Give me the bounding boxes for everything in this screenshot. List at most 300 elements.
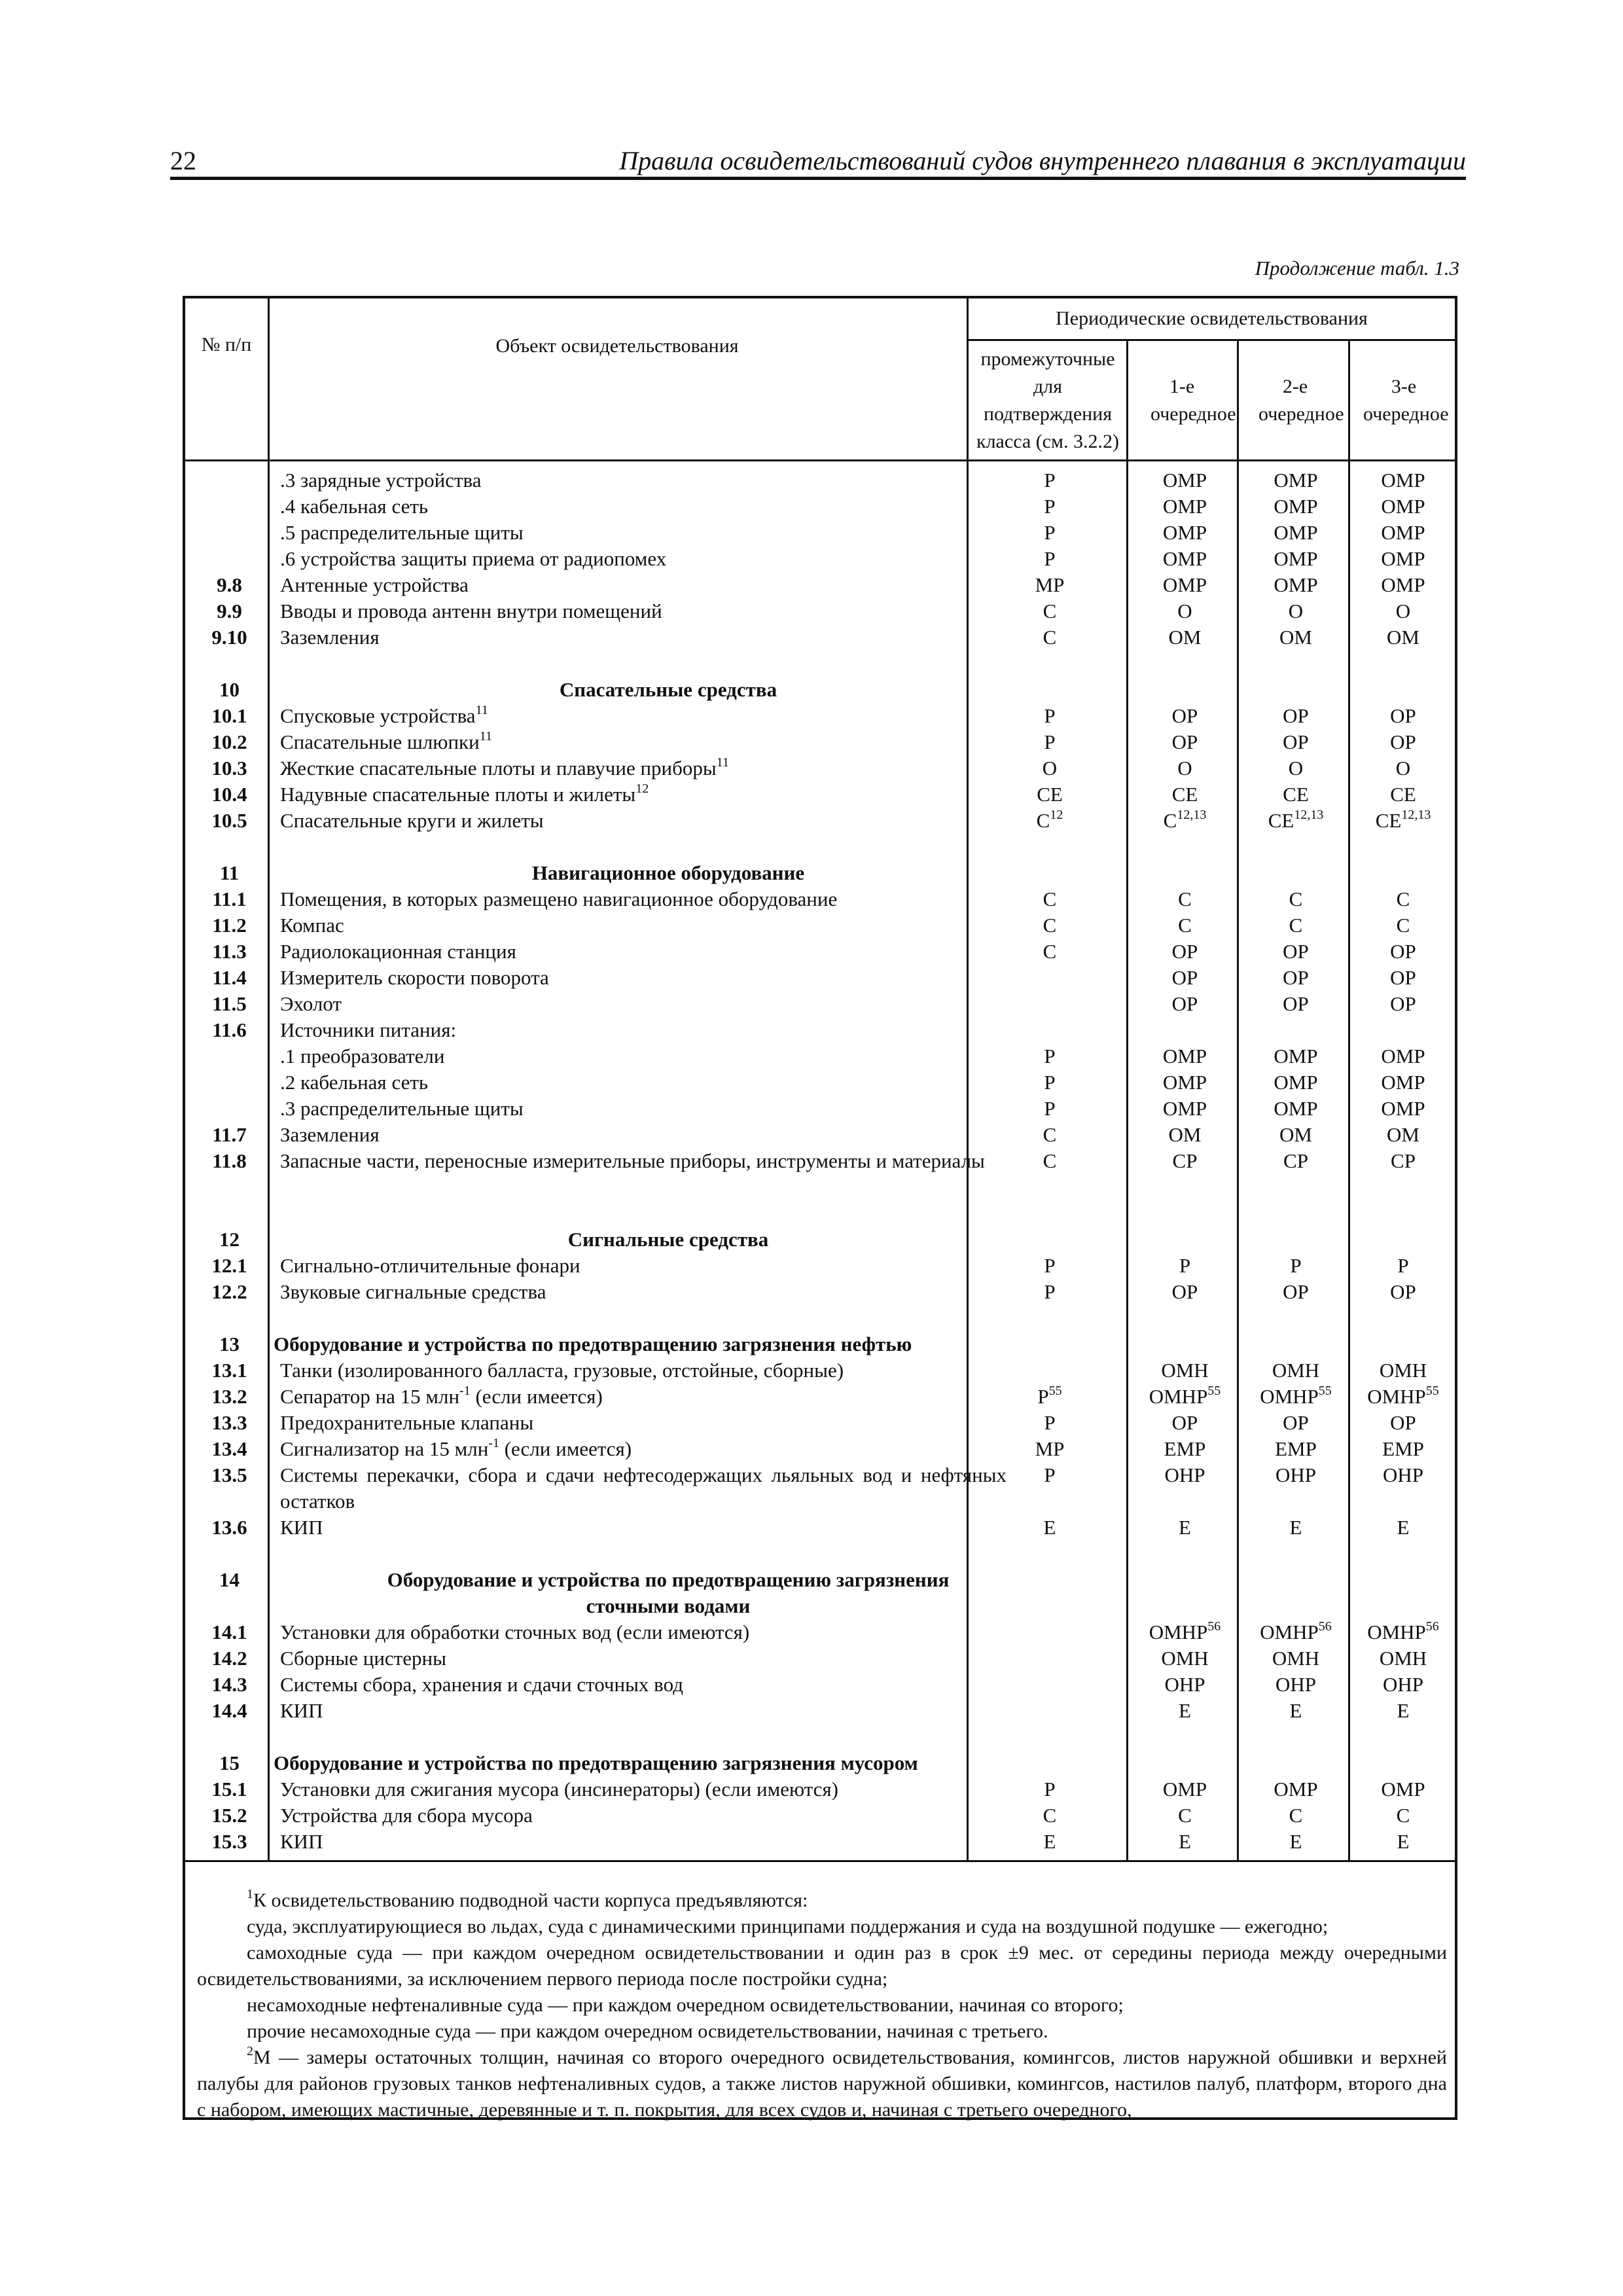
value-cell (1351, 729, 1455, 755)
value-text: ОМР (1381, 495, 1425, 518)
value-text: ОР (1390, 992, 1416, 1015)
notes-rule (185, 1860, 1455, 1862)
row-number: 15.1 (211, 1778, 247, 1801)
object-text: КИП (280, 1699, 323, 1722)
value-text: ОР (1390, 966, 1416, 989)
section-title: Сигнальные средства (567, 1228, 769, 1251)
value-cell (1351, 520, 1455, 546)
object-text: Измеритель скорости поворота (280, 966, 549, 989)
value-cell (1240, 1410, 1351, 1436)
row-number: 15.2 (211, 1804, 247, 1827)
value-cell (970, 572, 1130, 598)
value-text: ОМР (1381, 1071, 1425, 1094)
footnote-ref: 56 (1207, 1619, 1221, 1634)
table-caption: Продолжение табл. 1.3 (1255, 257, 1459, 279)
value-cell (970, 1462, 1130, 1488)
object-text: Антенные устройства (280, 573, 469, 596)
value-cell (1351, 1829, 1455, 1855)
value-text: Р (1044, 1254, 1056, 1277)
value-cell (1351, 808, 1455, 834)
value-cell (1351, 965, 1455, 991)
value-text: ОМР (1162, 495, 1207, 518)
section-row (185, 677, 1455, 703)
value-text: ОМ (1279, 626, 1312, 649)
object-name (280, 1410, 1007, 1436)
value-cell (1240, 520, 1351, 546)
table-row (185, 1829, 1455, 1855)
value-cell (970, 729, 1130, 755)
value-text: С (1396, 914, 1410, 937)
value-cell (970, 546, 1130, 572)
value-cell (970, 1829, 1130, 1855)
value-text: ОМР (1381, 469, 1425, 492)
header-col-second: 2-е очередное (1258, 376, 1344, 425)
value-cell (1240, 755, 1351, 781)
object-name (280, 1279, 1007, 1305)
value-cell (1240, 1776, 1351, 1803)
object-name (280, 1776, 1007, 1803)
value-cell (970, 886, 1130, 912)
value-text: С (1396, 888, 1410, 910)
value-text: ЕМР (1275, 1437, 1317, 1460)
object-name (280, 1803, 1007, 1829)
row-number: 15.3 (211, 1830, 247, 1853)
value-cell (970, 1803, 1130, 1829)
value-cell (1240, 729, 1351, 755)
value-text: ОМН (1272, 1359, 1320, 1382)
footnote-1a: суда, эксплуатирующиеся во льдах, суда с динамическими принципами поддержания и суда на воздушной подушке — ежегодно; (247, 1916, 1329, 1937)
value-cell (1351, 1776, 1455, 1803)
value-text: ОМР (1274, 547, 1318, 570)
object-text: (если имеется) (499, 1437, 632, 1460)
value-cell (1130, 781, 1240, 808)
object-name (280, 1698, 1007, 1724)
table-row (185, 1384, 1455, 1410)
footnote-ref: 55 (1207, 1383, 1221, 1398)
table-row (185, 1279, 1455, 1305)
value-text: ОР (1283, 704, 1309, 727)
value-cell (1351, 1803, 1455, 1829)
value-cell (970, 1515, 1130, 1541)
object-name (280, 1645, 1007, 1672)
table-row (185, 1698, 1455, 1724)
value-text: ОР (1283, 940, 1309, 963)
table-row (185, 912, 1455, 939)
value-cell (1130, 886, 1240, 912)
value-cell (970, 912, 1130, 939)
value-text: ОР (1171, 940, 1198, 963)
object-name (280, 886, 1007, 912)
value-text: С (1043, 1123, 1057, 1146)
value-text: Р (1044, 704, 1056, 727)
object-text: (если имеется) (470, 1385, 603, 1408)
value-cell (1240, 1357, 1351, 1384)
value-cell (970, 1776, 1130, 1803)
value-text: ОНР (1164, 1673, 1205, 1696)
section-title: Оборудование и устройства по предотвращению загрязнения мусором (274, 1751, 918, 1774)
header-col-first: 1-е очередное (1150, 376, 1236, 425)
value-text: СЕ (1268, 809, 1294, 832)
value-text: С (1289, 914, 1303, 937)
value-text: ОР (1171, 992, 1198, 1015)
value-text: Р (1037, 1385, 1049, 1408)
footnote-ref: 11 (716, 755, 729, 770)
object-text: Спасательные шлюпки (280, 730, 480, 753)
value-text: Е (1289, 1699, 1302, 1722)
value-cell (1351, 1436, 1455, 1462)
value-cell (1351, 1698, 1455, 1724)
object-text: Спасательные круги и жилеты (280, 809, 544, 832)
value-text: ОМР (1274, 1045, 1318, 1067)
value-text: Р (1044, 1463, 1056, 1486)
object-text: Установки для сжигания мусора (инсинераторы) (если имеются) (280, 1778, 838, 1801)
table-row (185, 991, 1455, 1017)
object-text: .2 кабельная сеть (280, 1071, 429, 1094)
table-row (185, 1122, 1455, 1148)
value-cell (1351, 939, 1455, 965)
value-cell (970, 467, 1130, 493)
value-cell (1351, 1096, 1455, 1122)
value-text: ОМР (1274, 1097, 1318, 1120)
section-row (185, 1750, 1455, 1776)
value-text: ОМН (1161, 1359, 1209, 1382)
value-cell (1351, 1253, 1455, 1279)
value-cell (1240, 703, 1351, 729)
table-row (185, 1069, 1455, 1096)
object-name (280, 1122, 1007, 1148)
value-cell (1351, 1122, 1455, 1148)
footnote-ref: 56 (1318, 1619, 1332, 1634)
footnote-ref: 12 (635, 781, 649, 796)
value-text: Р (1044, 1071, 1056, 1094)
object-name (280, 965, 1007, 991)
row-number: 13.2 (211, 1385, 247, 1408)
value-cell (1240, 991, 1351, 1017)
table-row (185, 1253, 1455, 1279)
object-text: .1 преобразователи (280, 1045, 445, 1067)
row-number: 11.4 (212, 966, 247, 989)
object-text: Заземления (280, 626, 380, 649)
value-text: ОМР (1381, 1778, 1425, 1801)
value-text: С (1043, 1804, 1057, 1827)
object-text: Устройства для сбора мусора (280, 1804, 533, 1827)
value-cell (1351, 703, 1455, 729)
value-cell (1130, 1515, 1240, 1541)
value-text: ОНР (1275, 1463, 1316, 1486)
row-number: 13.4 (211, 1437, 247, 1460)
value-cell (1240, 886, 1351, 912)
row-number: 12 (219, 1228, 240, 1251)
value-cell (1130, 546, 1240, 572)
value-cell (1351, 1384, 1455, 1410)
value-text: СЕ (1283, 783, 1309, 806)
value-cell (970, 493, 1130, 520)
value-text: ОМН (1379, 1647, 1427, 1670)
value-cell (970, 808, 1130, 834)
value-cell (1130, 965, 1240, 991)
value-text: Р (1044, 730, 1056, 753)
value-cell (1351, 467, 1455, 493)
value-cell (1240, 1619, 1351, 1645)
inspection-table (183, 296, 1457, 2120)
value-text: ОМ (1168, 1123, 1202, 1146)
value-cell (1130, 1645, 1240, 1672)
value-cell (1130, 1043, 1240, 1069)
value-text: ОМН (1379, 1359, 1427, 1382)
value-text: С (1178, 1804, 1192, 1827)
value-text: ОР (1283, 992, 1309, 1015)
object-text: Жесткие спасательные плоты и плавучие приборы (280, 757, 717, 780)
value-text: СЕ (1037, 783, 1063, 806)
value-cell (1130, 572, 1240, 598)
value-text: Е (1397, 1699, 1410, 1722)
value-text: ОМР (1274, 1071, 1318, 1094)
value-text: СР (1172, 1149, 1198, 1172)
value-text: ОР (1283, 1280, 1309, 1303)
object-name (280, 1462, 1007, 1515)
value-text: ОР (1390, 704, 1416, 727)
value-text: ОМН (1161, 1647, 1209, 1670)
object-name (280, 1384, 1007, 1410)
section-title: Спасательные средства (559, 678, 777, 701)
row-number: 12.1 (211, 1254, 247, 1277)
footnote-ref: 12 (1050, 807, 1063, 822)
table-row (185, 467, 1455, 493)
table-row (185, 1462, 1455, 1515)
value-text: Р (1179, 1254, 1191, 1277)
value-text: Р (1044, 1097, 1056, 1120)
object-name (280, 546, 1007, 572)
value-cell (1130, 1253, 1240, 1279)
value-cell (1351, 755, 1455, 781)
value-cell (1240, 808, 1351, 834)
row-number: 14.4 (211, 1699, 247, 1722)
value-text: ОМР (1274, 521, 1318, 544)
footnote-1b: самоходные суда — при каждом очередном освидетельствовании и один раз в срок ±9 мес. от середины периода между очередными освидетельствованиями, за исключением первого периода после постройки судна; (197, 1942, 1447, 1990)
value-text: ОНР (1382, 1673, 1423, 1696)
section-row (185, 860, 1455, 886)
table-row (185, 939, 1455, 965)
value-text: Е (1179, 1516, 1191, 1539)
value-cell (1130, 1122, 1240, 1148)
table-row (185, 1672, 1455, 1698)
value-text: Е (1289, 1830, 1302, 1853)
value-text: ОР (1283, 966, 1309, 989)
table-row (185, 1436, 1455, 1462)
value-text: ОР (1171, 1280, 1198, 1303)
value-cell (970, 598, 1130, 624)
value-text: С (1043, 888, 1057, 910)
table-row (185, 1410, 1455, 1436)
value-cell (1240, 1043, 1351, 1069)
object-text: Сепаратор на 15 млн (280, 1385, 460, 1408)
value-text: ОР (1171, 730, 1198, 753)
object-name (280, 781, 1007, 808)
object-text: Установки для обработки сточных вод (если имеются) (280, 1621, 750, 1643)
value-text: ОР (1390, 730, 1416, 753)
value-cell (1240, 1515, 1351, 1541)
footnote-text: К освидетельствованию подводной части корпуса предъявляются: (253, 1890, 808, 1911)
row-number: 11.6 (212, 1018, 247, 1041)
value-cell (1240, 572, 1351, 598)
value-cell (1351, 991, 1455, 1017)
value-text: О (1288, 600, 1304, 622)
value-cell (1130, 808, 1240, 834)
value-cell (1240, 1384, 1351, 1410)
value-cell (1240, 1279, 1351, 1305)
object-name (280, 1436, 1007, 1462)
value-cell (1130, 1436, 1240, 1462)
value-cell (1130, 1410, 1240, 1436)
value-cell (970, 703, 1130, 729)
table-row (185, 703, 1455, 729)
value-cell (970, 781, 1130, 808)
value-cell (1351, 1043, 1455, 1069)
table-row (185, 572, 1455, 598)
object-text: Сигнализатор на 15 млн (280, 1437, 489, 1460)
footnote-ref: -1 (459, 1383, 471, 1398)
value-cell (1240, 1672, 1351, 1698)
value-cell (1130, 1829, 1240, 1855)
value-text: ОНР (1382, 1463, 1423, 1486)
value-cell (1351, 781, 1455, 808)
value-text: ОМ (1387, 626, 1419, 649)
value-text: С (1178, 914, 1192, 937)
object-text: .3 зарядные устройства (280, 469, 482, 492)
row-number: 9.9 (217, 600, 242, 622)
row-number: 11.7 (212, 1123, 247, 1146)
value-cell (1351, 1279, 1455, 1305)
row-number: 12.2 (211, 1280, 247, 1303)
value-text: Е (1043, 1516, 1056, 1539)
value-text: Р (1397, 1254, 1409, 1277)
value-text: ОМР (1162, 547, 1207, 570)
value-text: ОР (1171, 704, 1198, 727)
value-cell (1240, 1645, 1351, 1672)
table-row (185, 729, 1455, 755)
object-name (280, 1069, 1007, 1096)
value-text: ОР (1171, 966, 1198, 989)
value-text: ОНР (1164, 1463, 1205, 1486)
row-number: 13.6 (211, 1516, 247, 1539)
value-text: ОМР (1274, 1778, 1318, 1801)
value-text: Р (1044, 469, 1056, 492)
value-cell (970, 624, 1130, 651)
object-text: Надувные спасательные плоты и жилеты (280, 783, 636, 806)
object-text: .5 распределительные щиты (280, 521, 524, 544)
footnote-ref: 11 (475, 702, 488, 717)
value-cell (1351, 1619, 1455, 1645)
row-number: 11.1 (212, 888, 247, 910)
value-cell (1130, 1619, 1240, 1645)
object-text: .4 кабельная сеть (280, 495, 429, 518)
footnote-1c: несамоходные нефтеналивные суда — при каждом очередном освидетельствовании, начиная со второго; (247, 1994, 1124, 2016)
footnote-ref: 56 (1425, 1619, 1439, 1634)
object-name (280, 1829, 1007, 1855)
row-number: 13.3 (211, 1411, 247, 1434)
running-title: Правила освидетельствований судов внутреннего плавания в эксплуатации (619, 146, 1466, 175)
value-text: ОР (1390, 1280, 1416, 1303)
object-name (280, 1672, 1007, 1698)
value-cell (1130, 624, 1240, 651)
value-cell (1130, 1803, 1240, 1829)
value-text: ОМНР (1260, 1385, 1319, 1408)
table-row (185, 546, 1455, 572)
footnote-text: М — замеры остаточных толщин, начиная со второго очередного освидетельствования, комингсов, листов наружной обшивки и верхней палубы для районов грузовых танков нефтеналивных судов, а также листов наружной обшивки, комингсов, настилов палуб, платформ, второго дна с набором, имеющих мастичные, деревянные и т. п. покрытия, для всех судов и, начиная с третьего очередного, (197, 2047, 1447, 2121)
value-cell (1351, 1672, 1455, 1698)
object-name (280, 1357, 1007, 1384)
table-row (185, 781, 1455, 808)
value-cell (1130, 493, 1240, 520)
value-text: С (1396, 1804, 1410, 1827)
value-cell (1240, 546, 1351, 572)
table-row (185, 886, 1455, 912)
value-cell (1351, 546, 1455, 572)
value-text: О (1288, 757, 1304, 780)
footnote-ref: 11 (479, 728, 492, 744)
value-cell (1351, 1515, 1455, 1541)
object-name (280, 624, 1007, 651)
value-cell (1351, 624, 1455, 651)
row-number: 10 (219, 678, 240, 701)
header-periodic: Периодические освидетельствования (1056, 308, 1368, 329)
footnote-ref: 55 (1048, 1383, 1062, 1398)
value-text: С (1163, 809, 1177, 832)
value-cell (1351, 1462, 1455, 1488)
value-cell (1130, 1384, 1240, 1410)
value-cell (970, 939, 1130, 965)
header-divider (967, 339, 1455, 341)
object-text: Эхолот (280, 992, 342, 1015)
row-number: 11.2 (212, 914, 247, 937)
table-row (185, 808, 1455, 834)
value-text: ОМР (1274, 495, 1318, 518)
value-text: Р (1044, 547, 1056, 570)
object-name (280, 939, 1007, 965)
value-cell (1240, 912, 1351, 939)
header-bottom-rule (185, 459, 1455, 461)
value-text: О (1177, 600, 1192, 622)
value-text: С (1043, 600, 1057, 622)
row-number: 13.5 (211, 1463, 247, 1486)
value-cell (1240, 1122, 1351, 1148)
value-text: Е (1179, 1830, 1191, 1853)
value-text: Е (1289, 1516, 1302, 1539)
header-col-third: 3-е очередное (1363, 376, 1449, 425)
value-text: ЕМР (1164, 1437, 1206, 1460)
row-number: 14.3 (211, 1673, 247, 1696)
object-text: .3 распределительные щиты (280, 1097, 524, 1120)
value-text: О (1042, 757, 1058, 780)
value-cell (1240, 781, 1351, 808)
object-text: Помещения, в которых размещено навигационное оборудование (280, 888, 838, 910)
row-number: 11 (219, 861, 240, 884)
object-name (280, 703, 1007, 729)
object-text: Запасные части, переносные измерительные приборы, инструменты и материалы (280, 1149, 985, 1172)
value-cell (970, 1384, 1130, 1410)
object-text: Спусковые устройства (280, 704, 476, 727)
value-text: С (1043, 914, 1057, 937)
object-text: Сборные цистерны (280, 1647, 446, 1670)
row-number: 10.4 (211, 783, 247, 806)
value-text: МР (1035, 1437, 1065, 1460)
table-row (185, 1017, 1455, 1043)
value-cell (970, 1096, 1130, 1122)
value-cell (970, 520, 1130, 546)
object-text: Звуковые сигнальные средства (280, 1280, 546, 1303)
value-text: ОМР (1162, 573, 1207, 596)
footnote-ref: -1 (488, 1435, 499, 1450)
